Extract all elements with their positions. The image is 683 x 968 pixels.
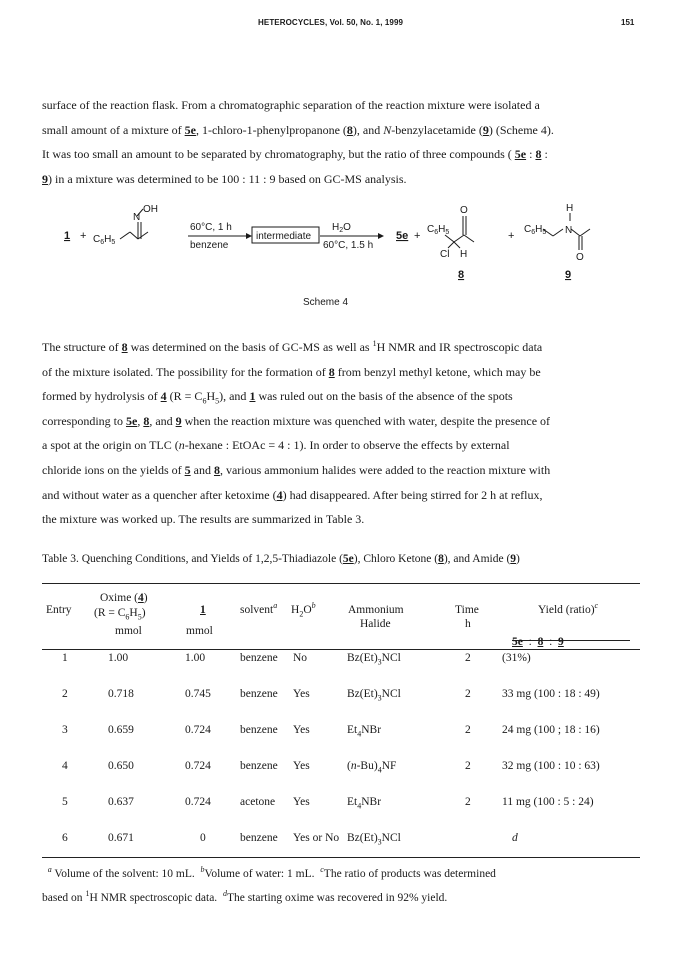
col-entry: Entry: [46, 604, 72, 616]
cell-yield: 24 mg (100 ; 18 : 16): [502, 724, 600, 736]
cell-entry: 2: [62, 688, 68, 700]
scheme-4: [0, 196, 683, 326]
cell-time: 2: [465, 760, 471, 772]
table-footnotes: [42, 862, 640, 910]
compound-8-label: 8: [458, 269, 465, 281]
cell-time: 2: [465, 796, 471, 808]
paragraph-2: [42, 335, 640, 532]
cell-oxime: 0.650: [108, 760, 134, 772]
cell-solvent: acetone: [240, 796, 276, 808]
table-header-rule: [42, 649, 640, 650]
condition-1-top: 60°C, 1 h: [190, 222, 232, 233]
text-line: of the mixture isolated. The possibility for the formation of 8 from benzyl methyl ketone, which may be: [42, 364, 541, 379]
col-one: 1: [200, 604, 206, 616]
col-solvent: solvent$^a$: [240, 601, 278, 616]
cell-one: 0.724: [185, 796, 211, 808]
cell-water: Yes: [293, 760, 310, 772]
text-line: surface of the reaction flask. From a chromatographic separation of the reaction mixture were isolated a: [42, 98, 540, 112]
cell-entry: 4: [62, 760, 68, 772]
col-yield: Yield (ratio)$^c$: [538, 601, 599, 616]
arrow-1-head: [246, 233, 252, 239]
journal-title: HETEROCYCLES, Vol. 50, No. 1, 1999: [258, 18, 404, 27]
text-line: 9) in a mixture was determined to be 100 : 11 : 9 based on GC-MS analysis.: [42, 171, 407, 186]
cell-oxime: 0.659: [108, 724, 134, 736]
footnote-line: $^a$ Volume of the solvent: 10 mL. $^b$Volume of water: 1 mL. $^c$The ratio of products was determined: [47, 865, 496, 880]
plus-sign-2: +: [414, 230, 421, 242]
cell-water: Yes: [293, 796, 310, 808]
cell-oxime: 0.718: [108, 688, 134, 700]
cell-time: 2: [465, 724, 471, 736]
cell-halide: $Bz(Et)_3NCl$: [347, 832, 401, 847]
text-line: small amount of a mixture of 5e, 1-chloro-1-phenylpropanone (8), and N-benzylacetamide (9) (Scheme 4).: [42, 122, 554, 137]
cell-yield: 32 mg (100 : 10 : 63): [502, 760, 600, 772]
text-line: The structure of 8 was determined on the basis of GC-MS as well as $^1$H NMR and IR spectroscopic data: [42, 339, 543, 354]
condition-1-bottom: benzene: [190, 240, 229, 251]
scheme-caption: Scheme 4: [303, 297, 349, 308]
cell-oxime: 0.637: [108, 796, 134, 808]
plus-sign: +: [80, 230, 87, 242]
cell-time: 2: [465, 652, 471, 664]
cell-halide: $(n-Bu)_4NF$: [347, 760, 397, 775]
nitrogen-label-9: N: [565, 225, 573, 236]
text-line: formed by hydrolysis of 4 $(R = C_6H_5)$, and 1 was ruled out on the basis of the absence of the spots: [42, 389, 513, 406]
text-line: the mixture was worked up. The results are summarized in Table 3.: [42, 512, 365, 527]
cell-one: 0: [200, 832, 206, 844]
cell-entry: 6: [62, 832, 68, 844]
col-time: Time: [455, 604, 479, 616]
cell-water: Yes: [293, 724, 310, 736]
cell-water: No: [293, 652, 308, 664]
compound-9-label: 9: [565, 269, 572, 281]
text-line: corresponding to 5e, 8, and 9 when the reaction mixture was quenched with water, despite the presence of: [42, 413, 551, 428]
cell-halide: $Et_4NBr$: [347, 796, 382, 811]
col-halide: Halide: [360, 618, 391, 630]
col-water: $H_2O^b$: [291, 601, 316, 619]
cell-oxime: 1.00: [108, 652, 129, 664]
col-oxime-unit: mmol: [115, 625, 142, 637]
cell-time: 2: [465, 688, 471, 700]
col-one-unit: mmol: [186, 625, 213, 637]
cell-one: 0.724: [185, 724, 211, 736]
col-time-unit: h: [465, 618, 471, 630]
nitrogen-label: N: [133, 212, 141, 223]
cell-one: 1.00: [185, 652, 206, 664]
page-number: 151: [621, 18, 635, 27]
plus-sign-3: +: [508, 230, 515, 242]
cell-solvent: benzene: [240, 832, 278, 844]
cell-one: 0.745: [185, 688, 211, 700]
col-ammonium: Ammonium: [348, 604, 404, 616]
table-bottom-rule: [42, 857, 640, 858]
condition-2-bottom: 60°C, 1.5 h: [323, 240, 374, 251]
scheme-graphic: [0, 196, 683, 326]
cell-halide: $Bz(Et)_3NCl$: [347, 652, 401, 667]
text-line: It was too small an amount to be separated by chromatography, but the ratio of three compounds ( 5e : 8 :: [42, 147, 548, 162]
cell-entry: 5: [62, 796, 68, 808]
cell-yield: d: [512, 832, 518, 844]
hydroxyl-label: OH: [143, 204, 158, 215]
cell-water: Yes or No: [293, 832, 340, 844]
compound-8-skeleton: [445, 216, 474, 248]
intermediate-label: intermediate: [256, 231, 312, 242]
cell-yield: 11 mg (100 : 5 : 24): [502, 796, 594, 808]
text-line: and without water as a quencher after ketoxime (4) had disappeared. After being stirred for 2 h at reflux,: [42, 487, 543, 502]
cell-water: Yes: [293, 688, 310, 700]
col-yield-sub: 5e : 8 : 9: [512, 636, 564, 648]
phenyl-label: $C_6H_5$: [93, 234, 116, 246]
table-caption: Table 3. Quenching Conditions, and Yields of 1,2,5-Thiadiazole (5e), Chloro Ketone (8), and Amide (9): [42, 553, 520, 565]
cell-halide: $Et_4NBr$: [347, 724, 382, 739]
cell-oxime: 0.671: [108, 832, 134, 844]
footnote-line: based on $^1$H NMR spectroscopic data. $^d$The starting oxime was recovered in 92% yield.: [42, 889, 448, 904]
cell-halide: $Bz(Et)_3NCl$: [347, 688, 401, 703]
cell-solvent: benzene: [240, 688, 278, 700]
chlorine-label: Cl: [440, 249, 450, 260]
reactant-1-label: 1: [64, 230, 71, 242]
col-oxime-r: $(R = C_6H_5)$: [94, 607, 146, 622]
hydrogen-label-9: H: [566, 203, 574, 214]
cell-solvent: benzene: [240, 760, 278, 772]
text-line: a spot at the origin on TLC (n-hexane : EtOAc = 4 : 1). In order to observe the effects by external: [42, 438, 510, 453]
cell-one: 0.724: [185, 760, 211, 772]
oxygen-label-9: O: [576, 252, 584, 263]
oxygen-label-8: O: [460, 205, 468, 216]
phenyl-label-8: $C_6H_5$: [427, 224, 450, 236]
condition-2-top: $H_2O$: [332, 222, 351, 234]
table-top-rule: [42, 583, 640, 584]
cell-entry: 1: [62, 652, 68, 664]
phenyl-label-9: $C_6H_5$: [524, 224, 547, 236]
hydrogen-label-8: H: [460, 249, 468, 260]
cell-yield: 33 mg (100 : 18 : 49): [502, 688, 600, 700]
arrow-2-head: [378, 233, 384, 239]
cell-solvent: benzene: [240, 724, 278, 736]
col-oxime: Oxime (4): [100, 592, 148, 604]
cell-yield: (31%): [502, 652, 531, 664]
cell-entry: 3: [62, 724, 68, 736]
text-line: chloride ions on the yields of 5 and 8, various ammonium halides were added to the reaction mixture with: [42, 462, 551, 477]
product-5e-label: 5e: [396, 230, 409, 242]
cell-solvent: benzene: [240, 652, 278, 664]
paragraph-1: [42, 93, 640, 191]
